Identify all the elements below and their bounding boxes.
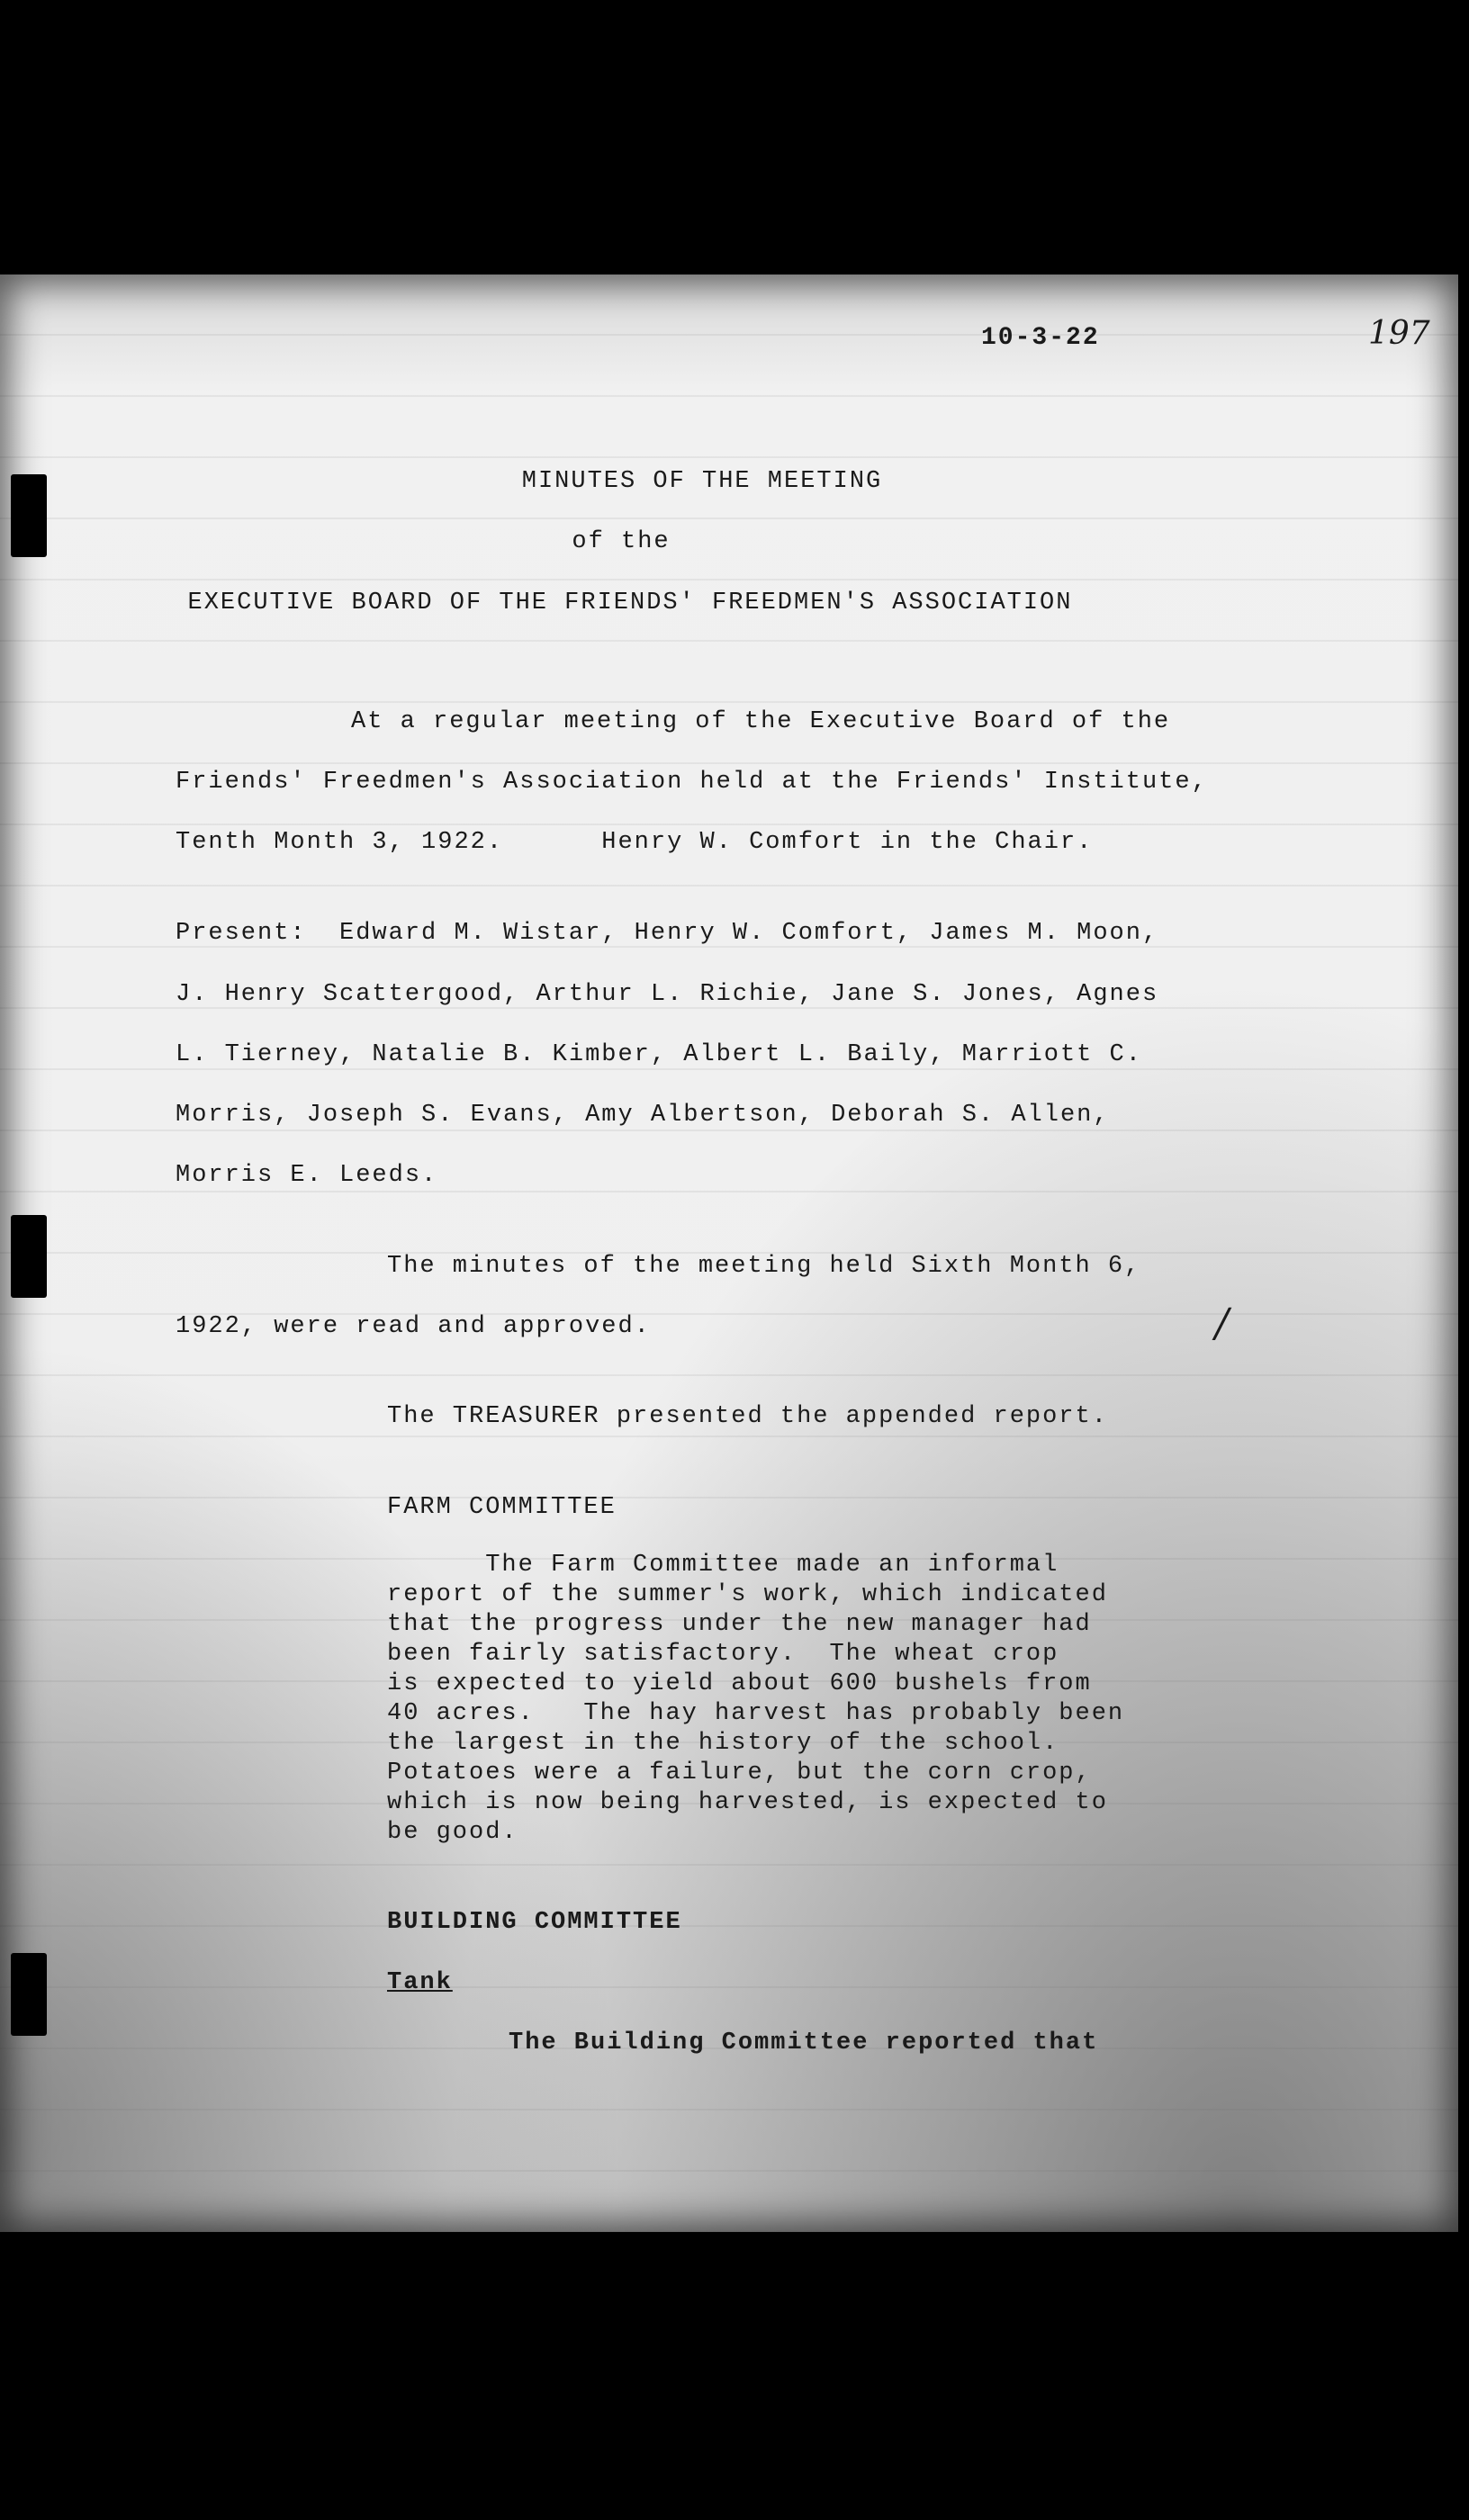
farm-line-2: report of the summer's work, which indicated (387, 1581, 1108, 1608)
minutes-line-2: 1922, were read and approved. (176, 1313, 651, 1340)
present-line-4: Morris, Joseph S. Evans, Amy Albertson, Deborah S. Allen, (176, 1102, 1110, 1129)
title-line-2: of the (572, 528, 671, 555)
farm-line-1: The Farm Committee made an informal (387, 1552, 1059, 1579)
present-line-1: Present: Edward M. Wistar, Henry W. Comfort, James M. Moon, (176, 920, 1159, 947)
farm-line-9: which is now being harvested, is expected to (387, 1789, 1108, 1816)
farm-line-7: the largest in the history of the school. (387, 1730, 1059, 1757)
farm-line-10: be good. (387, 1819, 518, 1846)
building-line-1: The Building Committee reported that (509, 2030, 1099, 2056)
present-line-3: L. Tierney, Natalie B. Kimber, Albert L. Baily, Marriott C. (176, 1041, 1142, 1068)
farm-line-4: been fairly satisfactory. The wheat crop (387, 1641, 1059, 1668)
farm-line-6: 40 acres. The hay harvest has probably been (387, 1700, 1125, 1727)
title-line-1: MINUTES OF THE MEETING (521, 468, 883, 495)
farm-line-3: that the progress under the new manager had (387, 1611, 1092, 1638)
binder-marker-middle (11, 1215, 47, 1298)
intro-line-3: Tenth Month 3, 1922. Henry W. Comfort in the Chair. (176, 829, 1094, 856)
check-mark: / (1215, 1300, 1229, 1346)
binder-marker-bottom (11, 1953, 47, 2036)
document-date: 10-3-22 (981, 324, 1100, 352)
farm-line-5: is expected to yield about 600 bushels from (387, 1670, 1092, 1697)
building-committee-heading: BUILDING COMMITTEE (387, 1909, 682, 1936)
intro-line-1: At a regular meeting of the Executive Board of the (351, 708, 1171, 735)
title-line-3: EXECUTIVE BOARD OF THE FRIENDS' FREEDMEN'S ASSOCIATION (187, 590, 1073, 616)
present-line-2: J. Henry Scattergood, Arthur L. Richie, Jane S. Jones, Agnes (176, 981, 1159, 1008)
intro-line-2: Friends' Freedmen's Association held at the Friends' Institute, (176, 769, 1208, 796)
farm-committee-heading: FARM COMMITTEE (387, 1494, 617, 1521)
tank-subheading: Tank (387, 1969, 453, 1996)
present-line-5: Morris E. Leeds. (176, 1162, 438, 1189)
treasurer-line: The TREASURER presented the appended report. (387, 1403, 1108, 1430)
page-number: 197 (1368, 315, 1430, 352)
minutes-line-1: The minutes of the meeting held Sixth Month 6, (387, 1253, 1141, 1280)
document-page (0, 274, 1458, 2232)
farm-line-8: Potatoes were a failure, but the corn crop, (387, 1760, 1092, 1786)
